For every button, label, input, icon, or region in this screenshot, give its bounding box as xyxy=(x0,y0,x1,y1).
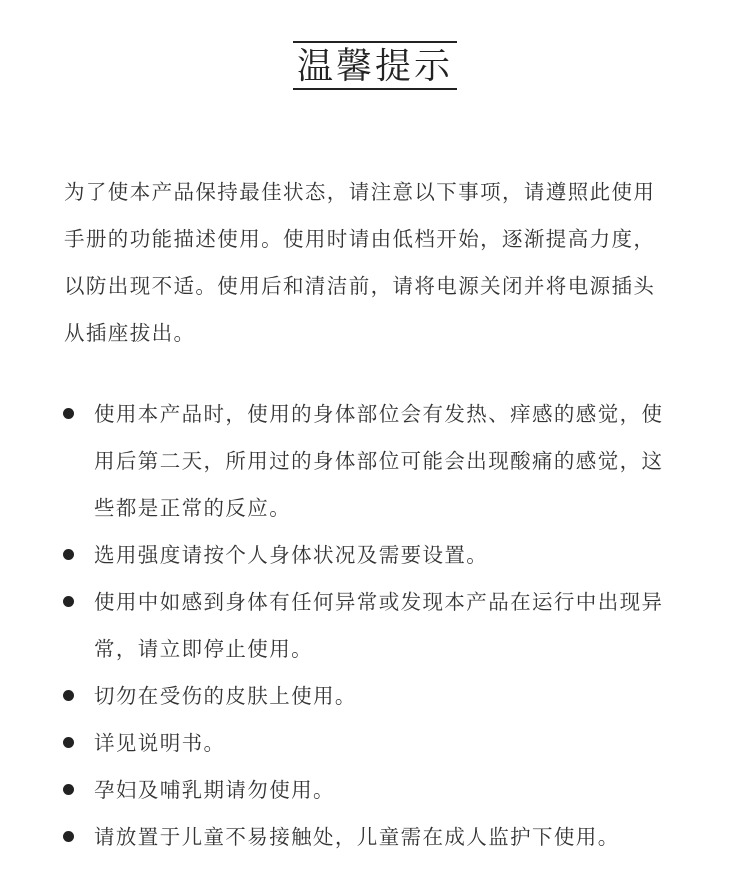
intro-line: 从插座拔出。 xyxy=(64,321,196,345)
list-item xyxy=(0,767,714,814)
bullet-icon xyxy=(63,784,74,795)
list-item-text: 选用强度请按个人身体状况及需要设置。 xyxy=(94,543,489,567)
list-item xyxy=(0,579,714,673)
list-item-text: 常，请立即停止使用。 xyxy=(94,637,313,661)
list-item-text: 详见说明书。 xyxy=(94,731,226,755)
precautions-list xyxy=(0,391,750,861)
title-section xyxy=(0,41,750,90)
title-frame xyxy=(293,41,457,90)
intro-line: 手册的功能描述使用。使用时请由低档开始，逐渐提高力度， xyxy=(64,227,656,251)
bullet-icon xyxy=(63,737,74,748)
list-item-text: 些都是正常的反应。 xyxy=(94,496,292,520)
list-item-text: 用后第二天，所用过的身体部位可能会出现酸痛的感觉，这 xyxy=(94,449,664,473)
list-item-text: 请放置于儿童不易接触处，儿童需在成人监护下使用。 xyxy=(94,825,620,849)
intro-line: 以防出现不适。使用后和清洁前，请将电源关闭并将电源插头 xyxy=(64,274,656,298)
intro-line: 为了使本产品保持最佳状态，请注意以下事项，请遵照此使用 xyxy=(64,180,656,204)
list-item xyxy=(0,673,714,720)
intro-paragraph xyxy=(64,169,714,357)
bullet-icon xyxy=(63,596,74,607)
bullet-icon xyxy=(63,831,74,842)
list-item xyxy=(0,391,714,532)
bullet-icon xyxy=(63,408,74,419)
page-title: 温馨提示 xyxy=(296,45,453,87)
list-item xyxy=(0,532,714,579)
list-item-text: 切勿在受伤的皮肤上使用。 xyxy=(94,684,357,708)
bullet-icon xyxy=(63,549,74,560)
list-item-text: 孕妇及哺乳期请勿使用。 xyxy=(94,778,335,802)
list-item-text: 使用中如感到身体有任何异常或发现本产品在运行中出现异 xyxy=(94,590,664,614)
list-item xyxy=(0,720,714,767)
list-item xyxy=(0,814,714,861)
list-item-text: 使用本产品时，使用的身体部位会有发热、痒感的感觉，使 xyxy=(94,402,664,426)
bullet-icon xyxy=(63,690,74,701)
